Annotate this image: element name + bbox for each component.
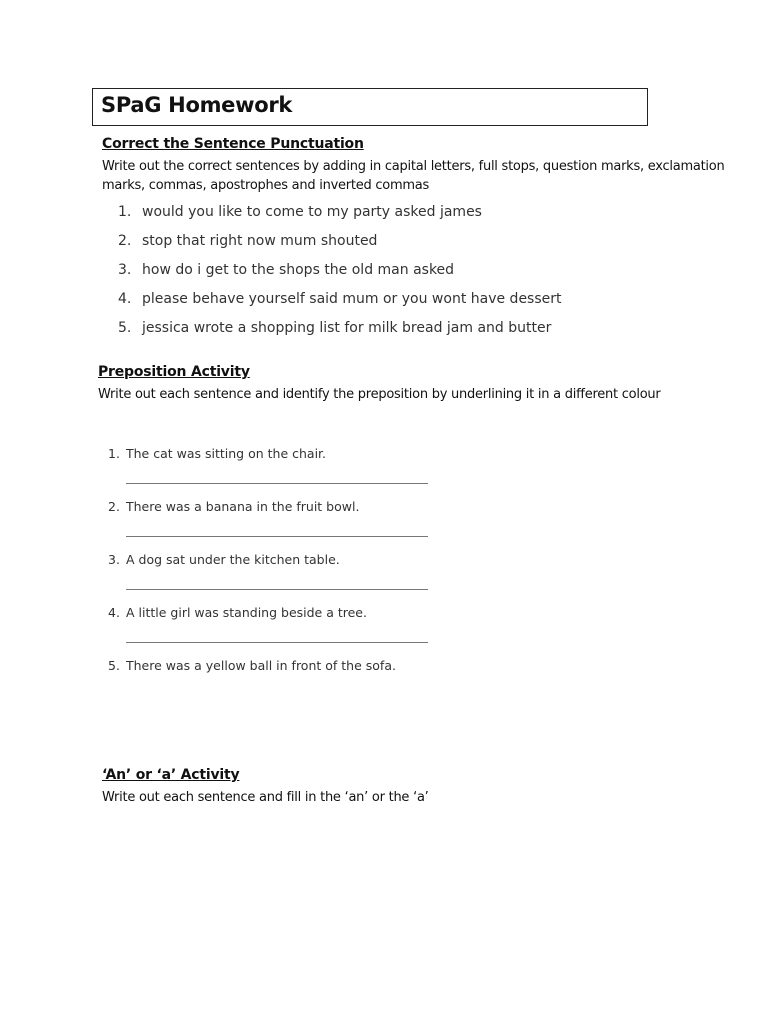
article-heading: ‘An’ or ‘a’ Activity bbox=[102, 767, 240, 783]
list-item bbox=[118, 262, 562, 291]
item-number: 3. bbox=[118, 262, 132, 278]
punctuation-instructions-line1: Write out the correct sentences by adding in capital letters, full stops, question marks, exclamation bbox=[102, 159, 725, 174]
item-number: 4. bbox=[108, 605, 120, 620]
item-text: There was a yellow ball in front of the sofa. bbox=[126, 658, 396, 673]
list-item bbox=[118, 320, 562, 349]
item-number: 5. bbox=[108, 658, 120, 673]
list-item bbox=[108, 605, 396, 658]
punctuation-instructions bbox=[102, 157, 725, 195]
answer-line bbox=[126, 589, 428, 590]
punctuation-list bbox=[118, 204, 562, 349]
item-number: 1. bbox=[108, 446, 120, 461]
answer-line bbox=[126, 483, 428, 484]
page-title: SPaG Homework bbox=[101, 93, 293, 117]
list-item bbox=[118, 233, 562, 262]
preposition-instructions: Write out each sentence and identify the preposition by underlining it in a different colour bbox=[98, 387, 661, 402]
item-text: jessica wrote a shopping list for milk bread jam and butter bbox=[142, 320, 552, 336]
answer-line bbox=[126, 536, 428, 537]
item-number: 3. bbox=[108, 552, 120, 567]
punctuation-instructions-line2: marks, commas, apostrophes and inverted commas bbox=[102, 178, 430, 193]
list-item bbox=[108, 446, 396, 499]
preposition-heading: Preposition Activity bbox=[98, 364, 250, 380]
item-number: 2. bbox=[118, 233, 132, 249]
article-instructions: Write out each sentence and fill in the ‘an’ or the ‘a’ bbox=[102, 790, 429, 805]
item-text: stop that right now mum shouted bbox=[142, 233, 378, 249]
list-item bbox=[108, 552, 396, 605]
item-number: 5. bbox=[118, 320, 132, 336]
item-number: 1. bbox=[118, 204, 132, 220]
item-text: A dog sat under the kitchen table. bbox=[126, 552, 340, 567]
item-text: The cat was sitting on the chair. bbox=[126, 446, 327, 461]
list-item bbox=[118, 204, 562, 233]
item-text: A little girl was standing beside a tree. bbox=[126, 605, 367, 620]
item-text: There was a banana in the fruit bowl. bbox=[126, 499, 360, 514]
title-box bbox=[92, 88, 648, 126]
answer-line bbox=[126, 642, 428, 643]
item-text: please behave yourself said mum or you wont have dessert bbox=[142, 291, 562, 307]
item-number: 2. bbox=[108, 499, 120, 514]
list-item bbox=[108, 499, 396, 552]
item-number: 4. bbox=[118, 291, 132, 307]
preposition-list bbox=[108, 446, 396, 711]
item-text: how do i get to the shops the old man asked bbox=[142, 262, 455, 278]
item-text: would you like to come to my party asked james bbox=[142, 204, 482, 220]
punctuation-heading: Correct the Sentence Punctuation bbox=[102, 136, 364, 152]
list-item bbox=[118, 291, 562, 320]
list-item bbox=[108, 658, 396, 711]
